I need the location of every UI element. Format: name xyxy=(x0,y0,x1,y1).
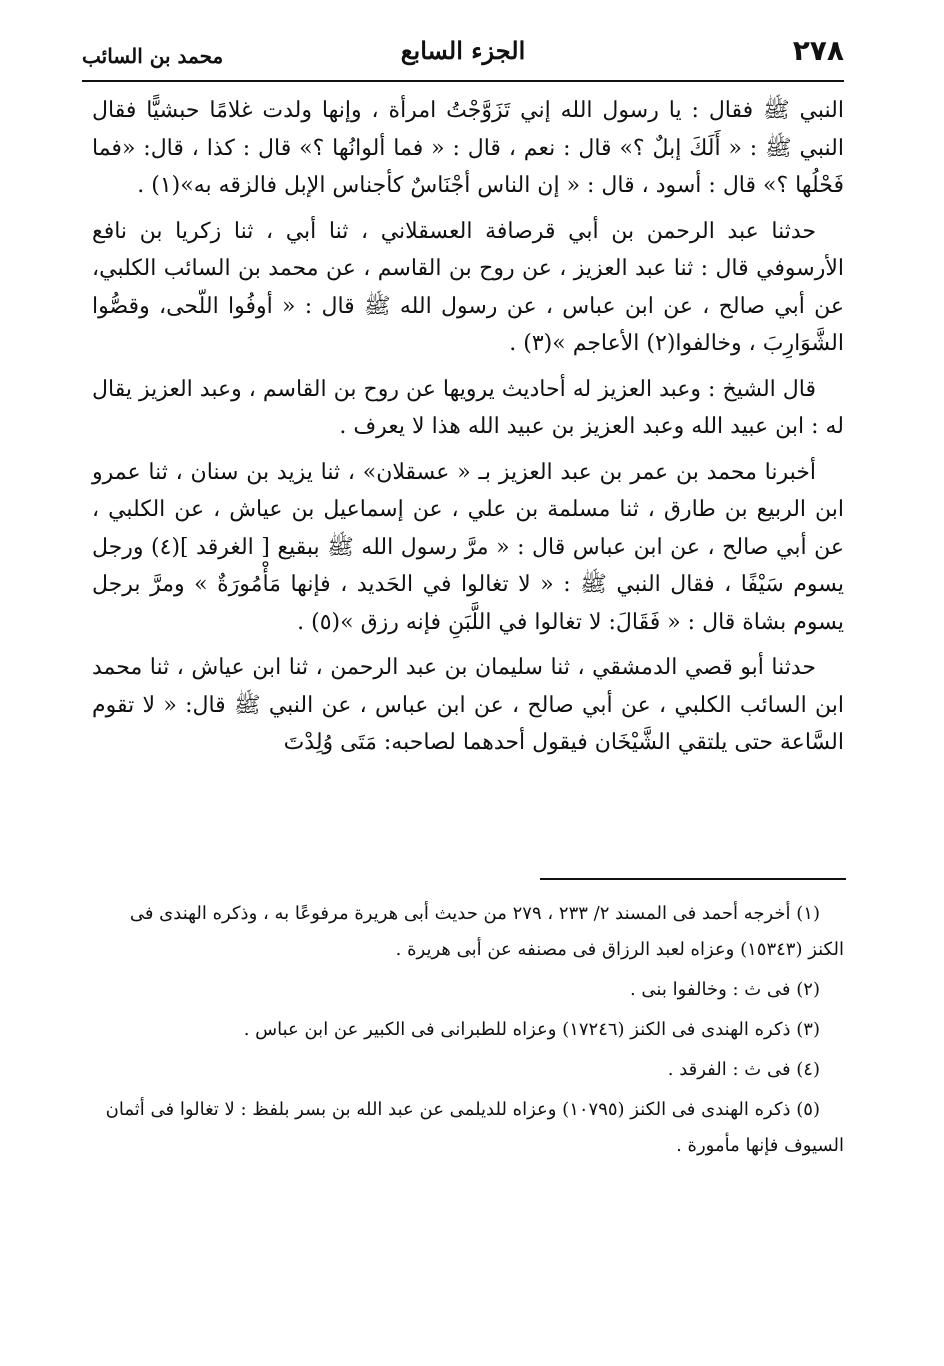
footnote: (٤) فى ث : الفرقد . xyxy=(667,1059,820,1080)
header-divider xyxy=(82,80,844,82)
paragraph: حدثنا أبو قصي الدمشقي ، ثنا سليمان بن عبد الرحمن ، ثنا ابن عياش ، ثنا محمد ابن السائب الكلبي ، عن أبي صالح ، عن ابن عباس ، عن النبي ﷺ قال: « لا تقوم السَّاعة حتى يلتقي الشَّيْخَان فيقول أحدهما لصاحبه: مَتَى وُلِدْتَ xyxy=(92,655,844,755)
author-name-header: محمد بن السائب xyxy=(82,44,224,68)
footnote: (٢) فى ث : وخالفوا بنى . xyxy=(629,979,820,1000)
paragraph: قال الشيخ : وعبد العزيز له أحاديث يرويها عن روح بن القاسم ، وعبد العزيز يقال له : ابن عبيد الله وعبد العزيز بن عبيد الله هذا لا يعرف . xyxy=(92,376,844,439)
footnote: (١) أخرجه أحمد فى المسند ٢/ ٢٣٣ ، ٢٧٩ من حديث أبى هريرة مرفوعًا به ، وذكره الهندى فى الكنز (١٥٣٤٣) وعزاه لعبد الرزاق فى مصنفه عن أبى هريرة . xyxy=(129,903,844,960)
paragraph: أخبرنا محمد بن عمر بن عبد العزيز بـ « عسقلان» ، ثنا يزيد بن سنان ، ثنا عمرو ابن الربيع بن طارق ، ثنا مسلمة بن علي ، عن إسماعيل بن عياش ، عن الكلبي ، عن أبي صالح ، عن ابن عباس قال : « مرَّ رسول الله ﷺ ببقيع [ الغرقد ](٤) ورجل يسوم سَيْفًا ، فقال النبي ﷺ : « لا تغالوا في الحَديد ، فإنها مَأْمُورَةٌ » ومرَّ برجل يسوم بشاة قال : « فَقَالَ: لا تغالوا في اللَّبَنِ فإنه رزق »(٥) . xyxy=(92,459,844,635)
paragraph: النبي ﷺ فقال : يا رسول الله إني تَزَوَّجْتُ امرأة ، وإنها ولدت غلامًا حبشيًّا فقال النبي ﷺ : « أَلَكَ إبلٌ ؟» قال : نعم ، قال : « فما ألوانُها ؟» قال : كذا ، قال: «فما فَحْلُها ؟» قال : أسود ، قال : « إن الناس أجْنَاسٌ كأجناس الإبل فالزقه به»(١) . xyxy=(92,98,844,198)
footnote: (٥) ذكره الهندى فى الكنز (١٠٧٩٥) وعزاه للديلمى عن عبد الله بن بسر بلفظ : لا تغالوا فى أثمان السيوف فإنها مأمورة . xyxy=(105,1099,844,1156)
main-text xyxy=(92,92,844,770)
footnote: (٣) ذكره الهندى فى الكنز (١٧٢٤٦) وعزاه للطبرانى فى الكبير عن ابن عباس . xyxy=(243,1019,820,1040)
page-number: ٢٧٨ xyxy=(792,34,844,67)
running-title: الجزء السابع xyxy=(400,36,526,65)
paragraph: حدثنا عبد الرحمن بن أبي قرصافة العسقلاني ، ثنا أبي ، ثنا زكريا بن نافع الأرسوفي قال : ثنا عبد العزيز ، عن روح بن القاسم ، عن محمد بن السائب الكلبي، عن أبي صالح ، عن ابن عباس ، عن رسول الله ﷺ قال : « أوفُوا اللّحى، وقصُّوا الشَّوَارِبَ ، وخالفوا(٢) الأعاجم »(٣) . xyxy=(92,218,844,356)
footnotes xyxy=(92,896,844,1168)
page-header xyxy=(82,30,844,78)
footnote-divider xyxy=(540,878,846,880)
